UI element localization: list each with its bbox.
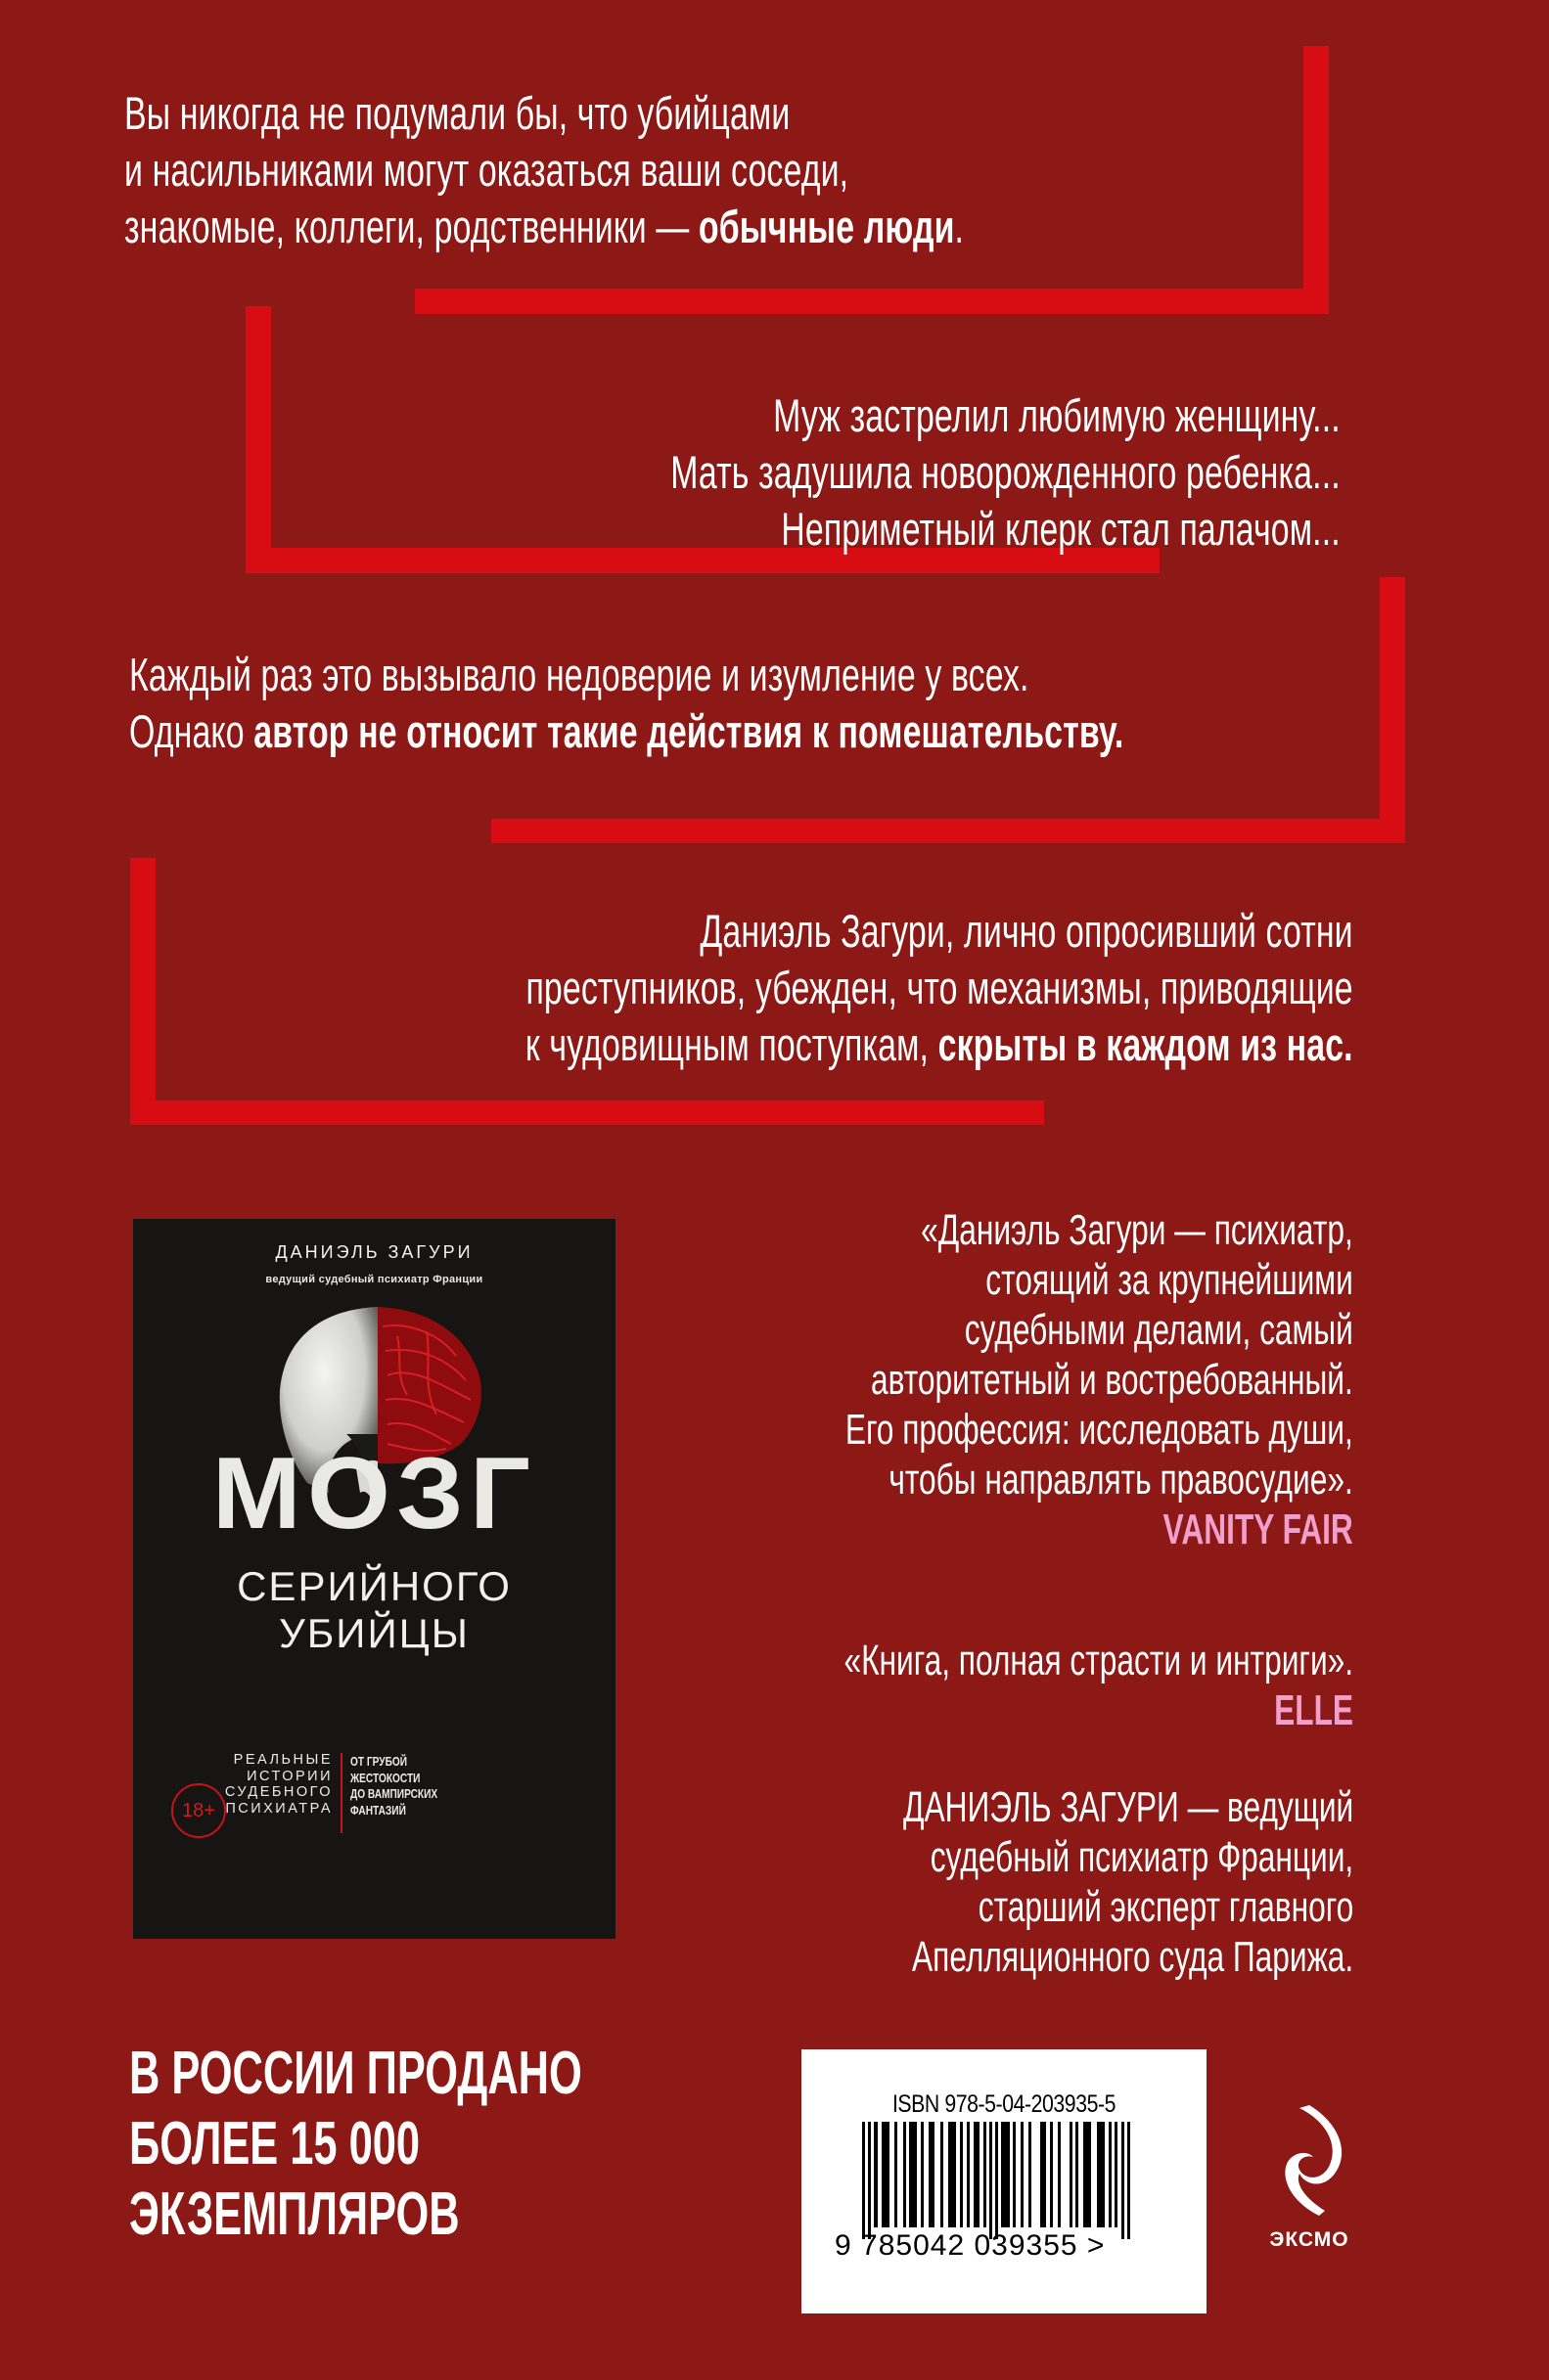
accent-bar: [1303, 46, 1329, 314]
cover-tagline-left: РЕАЛЬНЫЕ ИСТОРИИ СУДЕБНОГО ПСИХИАТРА: [224, 1752, 333, 1817]
quote-line: авторитетный и востребованный.: [871, 1356, 1353, 1404]
quote-line: «Книга, полная страсти и интриги».: [843, 1637, 1353, 1684]
blurb-paragraph-1: [124, 85, 964, 255]
cover-subtitle: СЕРИЙНОГО УБИЙЦЫ: [237, 1563, 512, 1656]
press-quote-vanity-fair: [845, 1205, 1353, 1554]
author-bio: [903, 1782, 1353, 1982]
sales-callout: [129, 2039, 582, 2250]
publisher-name: ЭКСМО: [1269, 2228, 1349, 2251]
accent-bar: [130, 858, 156, 1125]
quote-line: судебными делами, самый: [964, 1306, 1353, 1354]
blurb-line: Вы никогда не подумали бы, что убийцами: [124, 87, 791, 139]
bio-line: судебный психиатр Франции,: [930, 1833, 1353, 1881]
accent-bar: [130, 1100, 1044, 1125]
accent-bar: [1380, 577, 1405, 843]
age-rating-badge: 18+: [171, 1783, 226, 1838]
accent-bar: [415, 289, 1329, 314]
blurb-line: знакомые, коллеги, родственники — обычные люди.: [124, 201, 965, 252]
quote-line: стоящий за крупнейшими: [985, 1256, 1353, 1304]
isbn-barcode: [801, 2049, 1207, 2313]
blurb-line: преступников, убежден, что механизмы, приводящие: [525, 962, 1353, 1013]
bio-line: Апелляционного суда Парижа.: [911, 1933, 1353, 1981]
sales-line: ЭКЗЕМПЛЯРОВ: [129, 2180, 460, 2248]
accent-bar: [246, 306, 271, 573]
quote-source: ELLE: [1274, 1686, 1353, 1734]
cover-author-subtitle: ведущий судебный психиатр Франции: [265, 1274, 483, 1285]
quote-line: Его профессия: исследовать души,: [845, 1406, 1353, 1454]
isbn-label: ISBN 978-5-04-203935-5: [891, 2090, 1116, 2118]
blurb-line: Муж застрелил любимую женщину...: [773, 389, 1341, 441]
cover-tagline-right: ОТ ГРУБОЙ ЖЕСТОКОСТИ ДО ВАМПИРСКИХ ФАНТАЗИЙ: [350, 1754, 438, 1818]
eksmo-swirl-logo-icon: [1260, 2103, 1358, 2221]
cover-author: ДАНИЭЛЬ ЗАГУРИ: [275, 1242, 474, 1262]
bio-line: старший эксперт главного: [978, 1883, 1353, 1931]
blurb-paragraph-3: [129, 647, 1123, 760]
blurb-line: и насильниками могут оказаться ваши соседи,: [124, 144, 849, 196]
emphasis: скрыты в каждом из нас.: [937, 1018, 1353, 1070]
blurb-line: Мать задушила новорожденного ребенка...: [670, 446, 1341, 498]
blurb-line: Даниэль Загури, лично опросивший сотни: [700, 905, 1353, 957]
quote-source: VANITY FAIR: [1162, 1505, 1353, 1553]
blurb-line: Каждый раз это вызывало недоверие и изумление у всех.: [129, 649, 1029, 700]
blurb-paragraph-2: [670, 387, 1341, 558]
bio-line: ДАНИЭЛЬ ЗАГУРИ — ведущий: [902, 1783, 1353, 1831]
book-cover: [133, 1219, 615, 1939]
blurb-line: Неприметный клерк стал палачом...: [781, 503, 1341, 555]
emphasis: обычные люди: [698, 201, 955, 252]
publisher-logo: [1260, 2103, 1358, 2269]
emphasis: автор не относит такие действия к помешательству.: [253, 705, 1124, 757]
blurb-paragraph-4: [525, 903, 1353, 1073]
cover-divider: [341, 1753, 342, 1833]
sales-line: В РОССИИ ПРОДАНО: [129, 2040, 582, 2107]
barcode-digits: 9 785042 039355 >: [835, 2229, 1106, 2262]
blurb-line: Однако автор не относит такие действия к помешательству.: [129, 705, 1124, 757]
sales-line: БОЛЕЕ 15 000: [129, 2110, 421, 2178]
blurb-line: к чудовищным поступкам, скрыты в каждом из нас.: [525, 1018, 1353, 1070]
quote-line: чтобы направлять правосудие».: [888, 1456, 1353, 1504]
press-quote-elle: [843, 1636, 1353, 1735]
cover-title: МОЗГ: [211, 1437, 537, 1550]
accent-bar: [491, 819, 1405, 843]
quote-line: «Даниэль Загури — психиатр,: [921, 1206, 1353, 1254]
barcode-icon: [862, 2122, 1156, 2239]
